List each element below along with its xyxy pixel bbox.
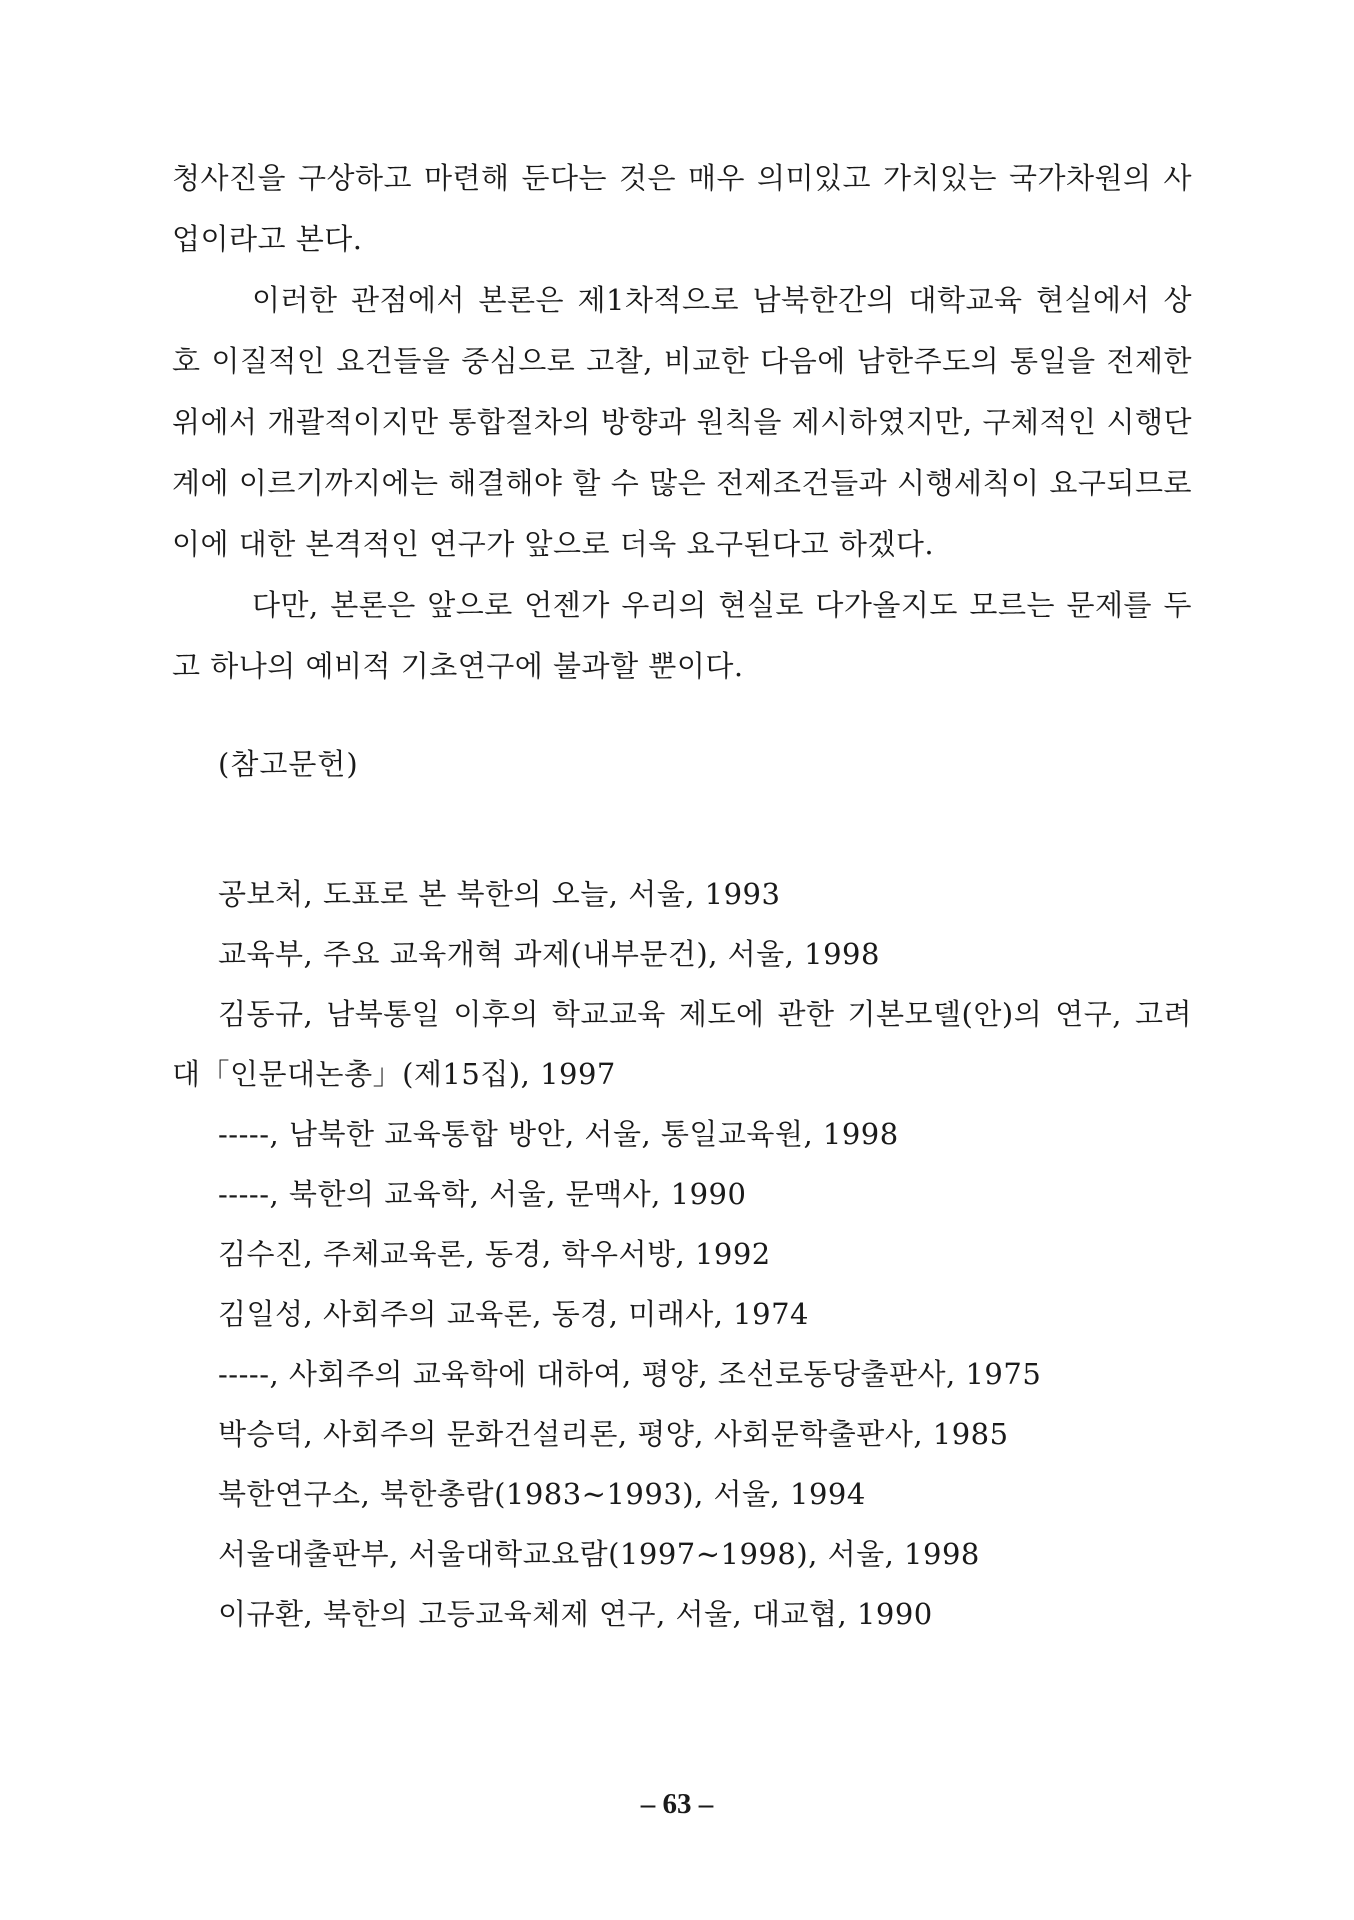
reference-item: -----, 북한의 교육학, 서울, 문맥사, 1990 <box>218 1177 747 1211</box>
reference-item: 박승덕, 사회주의 문화건설리론, 평양, 사회문학출판사, 1985 <box>218 1417 1009 1451</box>
reference-item: -----, 남북한 교육통합 방안, 서울, 통일교육원, 1998 <box>218 1117 899 1151</box>
reference-item: -----, 사회주의 교육학에 대하여, 평양, 조선로동당출판사, 1975 <box>218 1357 1042 1391</box>
paragraph-1: 청사진을 구상하고 마련해 둔다는 것은 매우 의미있고 가치있는 국가차원의 사업이라고 본다. <box>172 161 1192 256</box>
body-text <box>172 148 1192 697</box>
paragraph-3: 다만, 본론은 앞으로 언젠가 우리의 현실로 다가올지도 모르는 문제를 두고 하나의 예비적 기초연구에 불과할 뿐이다. <box>172 588 1192 683</box>
references-heading: (참고문헌) <box>218 747 359 781</box>
paragraph-2: 이러한 관점에서 본론은 제1차적으로 남북한간의 대학교육 현실에서 상호 이질적인 요건들을 중심으로 고찰, 비교한 다음에 남한주도의 통일을 전제한 위에서 개괄적이지만 통합절차의 방향과 원칙을 제시하였지만, 구체적인 시행단계에 이르기까지에는 해결해야 할 수 많은 전제조건들과 시행세칙이 요구되므로 이에 대한 본격적인 연구가 앞으로 더욱 요구된다고 하겠다. <box>172 283 1192 561</box>
reference-item: 이규환, 북한의 고등교육체제 연구, 서울, 대교협, 1990 <box>218 1597 933 1631</box>
reference-item: 김일성, 사회주의 교육론, 동경, 미래사, 1974 <box>218 1297 809 1331</box>
reference-item: 김수진, 주체교육론, 동경, 학우서방, 1992 <box>218 1237 771 1271</box>
references-list <box>172 864 1192 1644</box>
reference-item: 서울대출판부, 서울대학교요람(1997∼1998), 서울, 1998 <box>218 1537 980 1571</box>
reference-item: 김동규, 남북통일 이후의 학교교육 제도에 관한 기본모델(안)의 연구, 고려대「인문대논총」(제15집), 1997 <box>172 997 1192 1091</box>
reference-item: 교육부, 주요 교육개혁 과제(내부문건), 서울, 1998 <box>218 937 880 971</box>
reference-item: 공보처, 도표로 본 북한의 오늘, 서울, 1993 <box>218 877 781 911</box>
reference-item: 북한연구소, 북한총람(1983∼1993), 서울, 1994 <box>218 1477 866 1511</box>
page-number: – 63 – <box>640 1788 714 1820</box>
